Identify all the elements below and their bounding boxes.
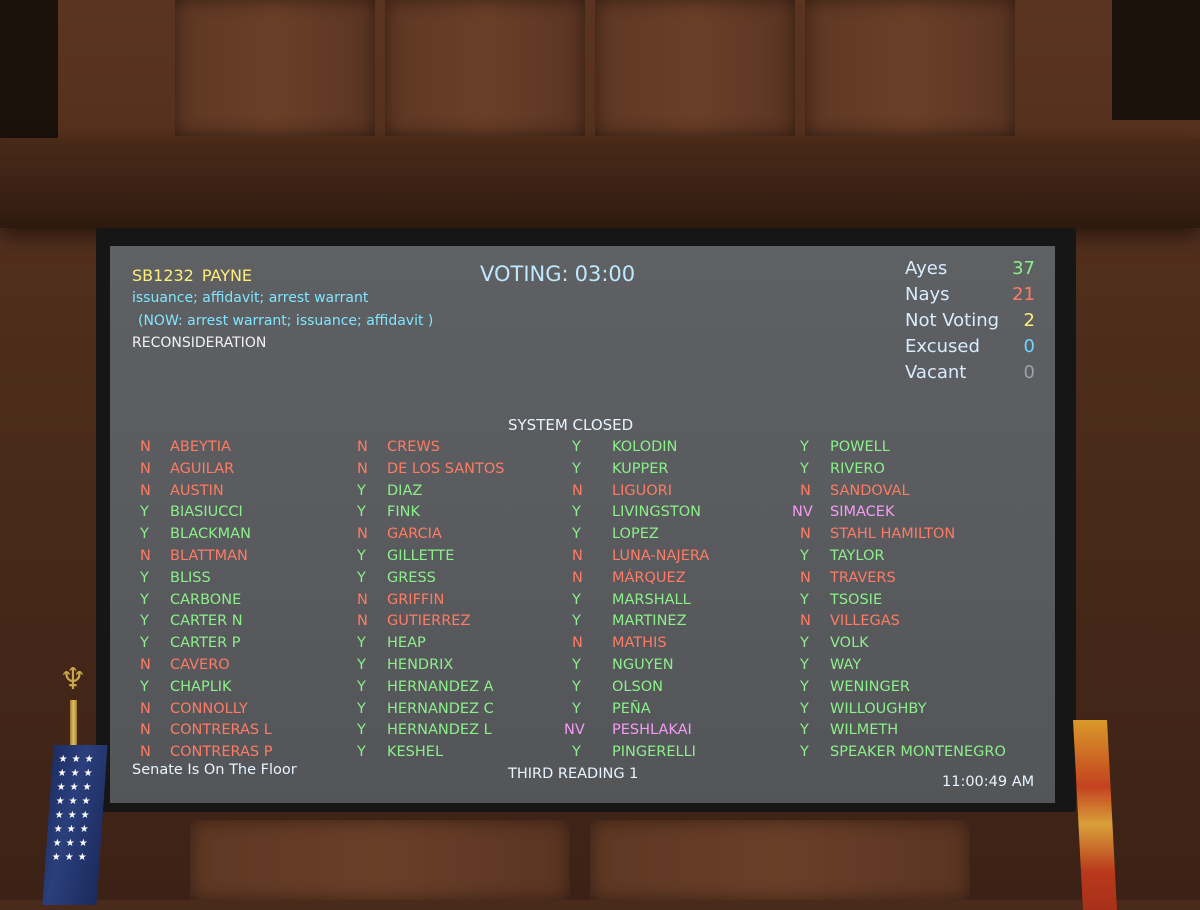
- vote-indicator: N: [140, 547, 151, 564]
- member-name: PESHLAKAI: [612, 722, 692, 739]
- voting-time: 03:00: [574, 262, 636, 286]
- bill-title: issuance; affidavit; arrest warrant: [132, 290, 369, 306]
- vote-indicator: Y: [800, 656, 809, 673]
- member-name: NGUYEN: [612, 656, 674, 673]
- bill-action: RECONSIDERATION: [132, 335, 267, 351]
- member-name: MARTINEZ: [612, 613, 687, 630]
- member-name: TRAVERS: [830, 569, 896, 586]
- member-name: TAYLOR: [830, 547, 885, 564]
- vote-indicator: N: [572, 569, 583, 586]
- vote-indicator: N: [140, 744, 151, 761]
- member-name: AGUILAR: [170, 460, 235, 477]
- member-name: SPEAKER MONTENEGRO: [830, 744, 1006, 761]
- vote-indicator: N: [800, 613, 811, 630]
- member-name: BLISS: [170, 569, 211, 586]
- member-name: GRESS: [387, 569, 436, 586]
- vote-indicator: Y: [357, 635, 366, 652]
- vote-indicator: Y: [357, 482, 366, 499]
- vote-indicator: Y: [357, 547, 366, 564]
- member-name: WENINGER: [830, 678, 910, 695]
- wall-corner: [1112, 0, 1200, 120]
- member-name: BLACKMAN: [170, 526, 251, 543]
- vote-indicator: Y: [572, 613, 581, 630]
- vote-indicator: Y: [572, 526, 581, 543]
- member-name: FINK: [387, 504, 420, 521]
- vote-indicator: N: [572, 635, 583, 652]
- tally-value: 21: [1012, 284, 1035, 305]
- us-flag: ★★★ ★★★ ★★★ ★★★ ★★★ ★★★ ★★★ ★★★: [42, 745, 107, 905]
- vote-indicator: Y: [800, 635, 809, 652]
- member-name: KUPPER: [612, 460, 669, 477]
- vote-indicator: N: [357, 613, 368, 630]
- vote-indicator: Y: [572, 700, 581, 717]
- vote-indicator: N: [140, 482, 151, 499]
- vote-indicator: Y: [140, 591, 149, 608]
- vote-indicator: N: [572, 482, 583, 499]
- wall-panel: [190, 820, 570, 900]
- member-name: LOPEZ: [612, 526, 659, 543]
- wall-panel: [805, 0, 1015, 136]
- wall-panel: [595, 0, 795, 136]
- vote-indicator: N: [140, 460, 151, 477]
- vote-indicator: Y: [572, 744, 581, 761]
- reading-status: THIRD READING 1: [508, 766, 639, 782]
- vote-indicator: N: [800, 526, 811, 543]
- wood-beam: [0, 138, 1200, 228]
- member-name: GUTIERREZ: [387, 613, 471, 630]
- voting-label: VOTING:: [480, 262, 569, 286]
- member-name: BLATTMAN: [170, 547, 248, 564]
- member-name: MATHIS: [612, 635, 667, 652]
- vote-indicator: Y: [140, 526, 149, 543]
- member-name: LUNA-NAJERA: [612, 547, 710, 564]
- vote-indicator: Y: [140, 635, 149, 652]
- member-name: SANDOVAL: [830, 482, 910, 499]
- tally-label: Ayes: [905, 258, 948, 279]
- vote-indicator: Y: [140, 569, 149, 586]
- member-name: MÁRQUEZ: [612, 569, 686, 586]
- member-name: GILLETTE: [387, 547, 455, 564]
- vote-indicator: N: [357, 526, 368, 543]
- member-name: BIASIUCCI: [170, 504, 243, 521]
- vote-indicator: Y: [357, 722, 366, 739]
- member-name: ABEYTIA: [170, 439, 231, 455]
- member-name: CONTRERAS P: [170, 744, 273, 761]
- vote-indicator: Y: [572, 504, 581, 521]
- member-name: CONTRERAS L: [170, 722, 272, 739]
- vote-indicator: Y: [140, 678, 149, 695]
- tally-label: Not Voting: [905, 310, 1000, 331]
- vote-indicator: N: [140, 722, 151, 739]
- member-name: CHAPLIK: [170, 678, 232, 695]
- member-name: MARSHALL: [612, 591, 691, 608]
- member-name: CREWS: [387, 439, 440, 455]
- vote-indicator: N: [800, 482, 811, 499]
- vote-indicator: N: [357, 591, 368, 608]
- member-name: SIMACEK: [830, 504, 895, 521]
- member-name: DE LOS SANTOS: [387, 460, 505, 477]
- vote-indicator: Y: [140, 504, 149, 521]
- member-name: LIGUORI: [612, 482, 672, 499]
- tally-row: [905, 258, 1035, 284]
- tally-row: [905, 362, 1035, 388]
- tally-row: [905, 310, 1035, 336]
- member-name: CONNOLLY: [170, 700, 248, 717]
- member-name: DIAZ: [387, 482, 423, 499]
- vote-indicator: Y: [800, 460, 809, 477]
- member-name: VILLEGAS: [830, 613, 900, 630]
- vote-indicator: Y: [572, 460, 581, 477]
- tally-value: 37: [1012, 258, 1035, 279]
- member-name: WILMETH: [830, 722, 899, 739]
- member-name: HEAP: [387, 635, 426, 652]
- eagle-finial-icon: ♆: [59, 662, 87, 697]
- vote-indicator: N: [140, 700, 151, 717]
- wall-corner: [0, 0, 58, 140]
- member-name: HENDRIX: [387, 656, 454, 673]
- tally-label: Nays: [905, 284, 950, 305]
- vote-indicator: NV: [792, 504, 813, 521]
- vote-indicator: N: [572, 547, 583, 564]
- vote-indicator: Y: [357, 569, 366, 586]
- member-name: HERNANDEZ C: [387, 700, 494, 717]
- wall-panel: [175, 0, 375, 136]
- vote-indicator: Y: [357, 504, 366, 521]
- bill-id: SB1232: [132, 266, 194, 285]
- vote-indicator: Y: [800, 591, 809, 608]
- vote-indicator: Y: [357, 678, 366, 695]
- vote-indicator: Y: [800, 722, 809, 739]
- vote-indicator: Y: [140, 613, 149, 630]
- member-name: STAHL HAMILTON: [830, 526, 956, 543]
- tally-value: 0: [1023, 362, 1035, 383]
- member-name: KOLODIN: [612, 439, 678, 455]
- vote-indicator: N: [800, 569, 811, 586]
- vote-tally: [905, 258, 1035, 388]
- vote-indicator: N: [357, 439, 368, 455]
- member-name: OLSON: [612, 678, 663, 695]
- tally-label: Vacant: [905, 362, 967, 383]
- vote-indicator: Y: [572, 656, 581, 673]
- member-name: CARTER P: [170, 635, 241, 652]
- clock: 11:00:49 AM: [942, 774, 1035, 790]
- tally-label: Excused: [905, 336, 980, 357]
- vote-indicator: Y: [800, 700, 809, 717]
- vote-indicator: N: [140, 439, 151, 455]
- vote-indicator: Y: [357, 700, 366, 717]
- vote-display-screen: [110, 246, 1055, 803]
- vote-indicator: NV: [564, 722, 585, 739]
- vote-indicator: Y: [572, 439, 581, 455]
- vote-indicator: Y: [357, 656, 366, 673]
- member-name: LIVINGSTON: [612, 504, 701, 521]
- vote-indicator: Y: [800, 547, 809, 564]
- member-name: HERNANDEZ L: [387, 722, 492, 739]
- member-name: TSOSIE: [830, 591, 883, 608]
- system-status: SYSTEM CLOSED: [508, 416, 634, 434]
- bill-header: [132, 266, 252, 285]
- wall-panel: [385, 0, 585, 136]
- member-name: WILLOUGHBY: [830, 700, 927, 717]
- member-name: RIVERO: [830, 460, 885, 477]
- member-name: CARTER N: [170, 613, 243, 630]
- member-name: HERNANDEZ A: [387, 678, 494, 695]
- wall-panel: [590, 820, 970, 900]
- member-name: GRIFFIN: [387, 591, 445, 608]
- member-name: POWELL: [830, 439, 890, 455]
- member-name: WAY: [830, 656, 862, 673]
- member-name: KESHEL: [387, 744, 444, 761]
- vote-indicator: Y: [800, 439, 809, 455]
- floor-status: Senate Is On The Floor: [132, 762, 297, 778]
- member-name: PINGERELLI: [612, 744, 696, 761]
- tally-value: 0: [1023, 336, 1035, 357]
- member-name: PEÑA: [612, 700, 651, 717]
- member-name: VOLK: [830, 635, 869, 652]
- vote-indicator: Y: [800, 678, 809, 695]
- voting-timer: [480, 262, 635, 286]
- vote-indicator: N: [140, 656, 151, 673]
- member-name: GARCIA: [387, 526, 442, 543]
- bill-sponsor: PAYNE: [201, 266, 253, 285]
- vote-indicator: Y: [572, 678, 581, 695]
- vote-indicator: Y: [800, 744, 809, 761]
- tally-row: [905, 336, 1035, 362]
- bill-now-title: (NOW: arrest warrant; issuance; affidavit ): [138, 313, 434, 329]
- member-name: AUSTIN: [170, 482, 224, 499]
- member-name: CAVERO: [170, 656, 230, 673]
- tally-value: 2: [1023, 310, 1035, 331]
- vote-indicator: N: [357, 460, 368, 477]
- vote-indicator: Y: [572, 591, 581, 608]
- vote-indicator: Y: [357, 744, 366, 761]
- member-name: CARBONE: [170, 591, 242, 608]
- tally-row: [905, 284, 1035, 310]
